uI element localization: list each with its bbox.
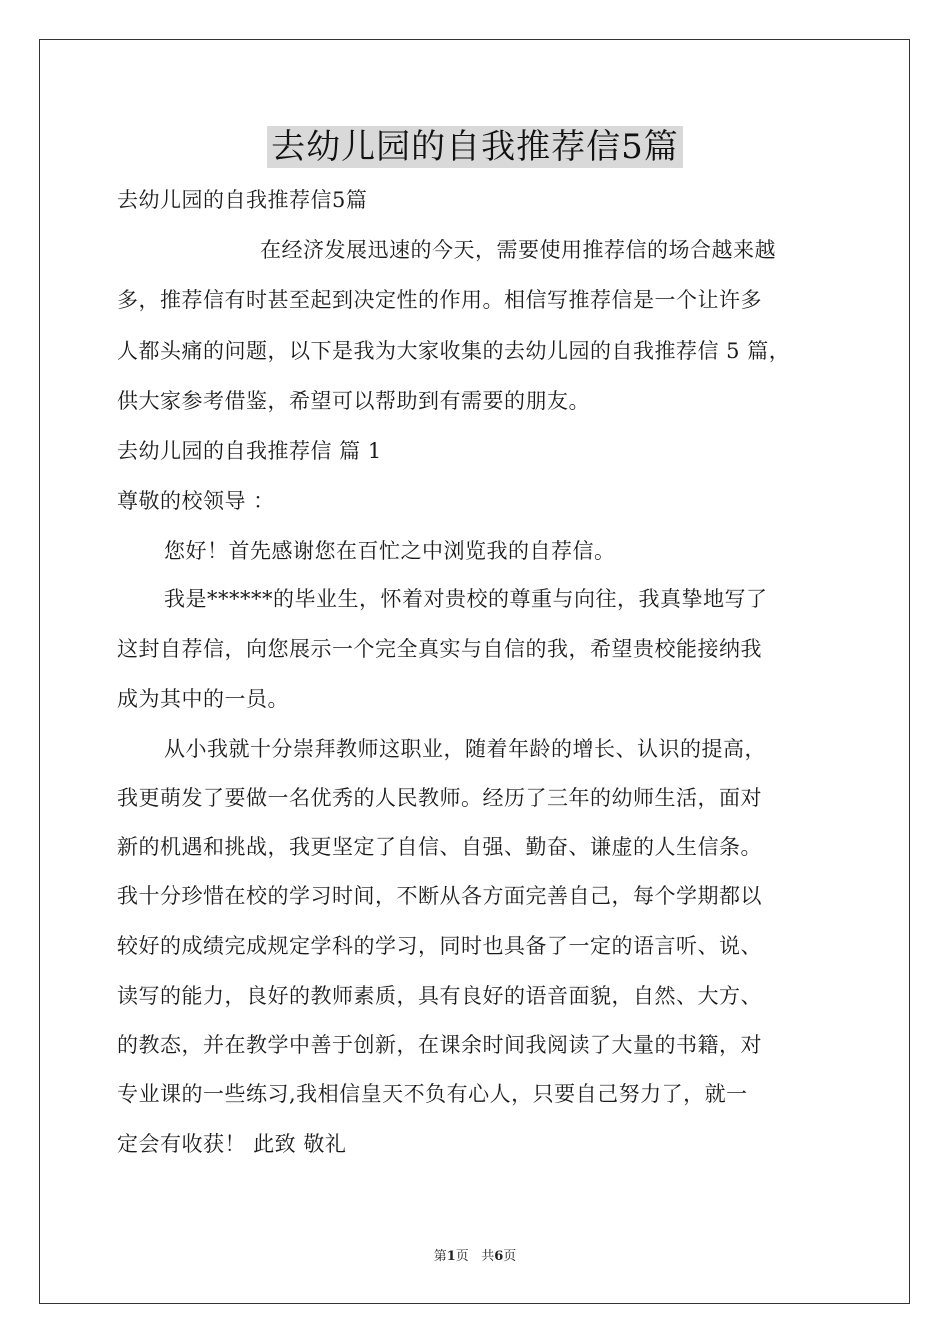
intro-line-4: 供大家参考借鉴，希望可以帮助到有需要的朋友。 (117, 389, 590, 413)
intro-line-1: 在经济发展迅速的今天，需要使用推荐信的场合越来越 (260, 238, 776, 262)
paragraph-2-line-9: 定会有收获！ 此致 敬礼 (117, 1132, 347, 1156)
paragraph-2-line-7: 的教态，并在教学中善于创新，在课余时间我阅读了大量的书籍，对 (117, 1033, 762, 1057)
paragraph-1-line-2: 这封自荐信，向您展示一个完全真实与自信的我，希望贵校能接纳我 (117, 637, 762, 661)
document-subtitle: 去幼儿园的自我推荐信5篇 (117, 188, 368, 212)
intro-line-2: 多，推荐信有时甚至起到决定性的作用。相信写推荐信是一个让许多 (117, 288, 762, 312)
salutation: 尊敬的校领导 ： (117, 489, 275, 513)
page-border (39, 39, 910, 1304)
paragraph-1-line-3: 成为其中的一员。 (117, 687, 289, 711)
paragraph-2-line-3: 新的机遇和挑战，我更坚定了自信、自强、勤奋、谦虚的人生信条。 (117, 835, 762, 859)
paragraph-2-line-4: 我十分珍惜在校的学习时间，不断从各方面完善自己，每个学期都以 (117, 884, 762, 908)
section-heading: 去幼儿园的自我推荐信 篇 1 (117, 439, 382, 463)
paragraph-2-line-1: 从小我就十分崇拜教师这职业，随着年龄的增长、认识的提高， (164, 737, 766, 761)
title-container (0, 126, 950, 168)
intro-line-3: 人都头痛的问题，以下是我为大家收集的去幼儿园的自我推荐信 5 篇， (117, 339, 791, 363)
paragraph-2-line-5: 较好的成绩完成规定学科的学习，同时也具备了一定的语言听、说、 (117, 934, 762, 958)
paragraph-2-line-8: 专业课的一些练习,我相信皇天不负有心人，只要自己努力了，就一 (117, 1082, 748, 1106)
page-prefix: 第 (433, 1249, 447, 1264)
page-footer (0, 1249, 950, 1265)
total-prefix: 共 (481, 1249, 495, 1264)
page-total: 6 (494, 1249, 504, 1264)
paragraph-2-line-6: 读写的能力，良好的教师素质，具有良好的语音面貌，自然、大方、 (117, 984, 762, 1008)
paragraph-2-line-2: 我更萌发了要做一名优秀的人民教师。经历了三年的幼师生活，面对 (117, 786, 762, 810)
paragraph-1-line-1: 我是******的毕业生，怀着对贵校的尊重与向往，我真挚地写了 (164, 587, 768, 611)
total-suffix: 页 (503, 1249, 517, 1264)
page-current: 1 (446, 1249, 456, 1264)
page-suffix: 页 (455, 1249, 469, 1264)
greeting: 您好！首先感谢您在百忙之中浏览我的自荐信。 (164, 539, 616, 563)
document-title: 去幼儿园的自我推荐信5篇 (267, 126, 683, 168)
